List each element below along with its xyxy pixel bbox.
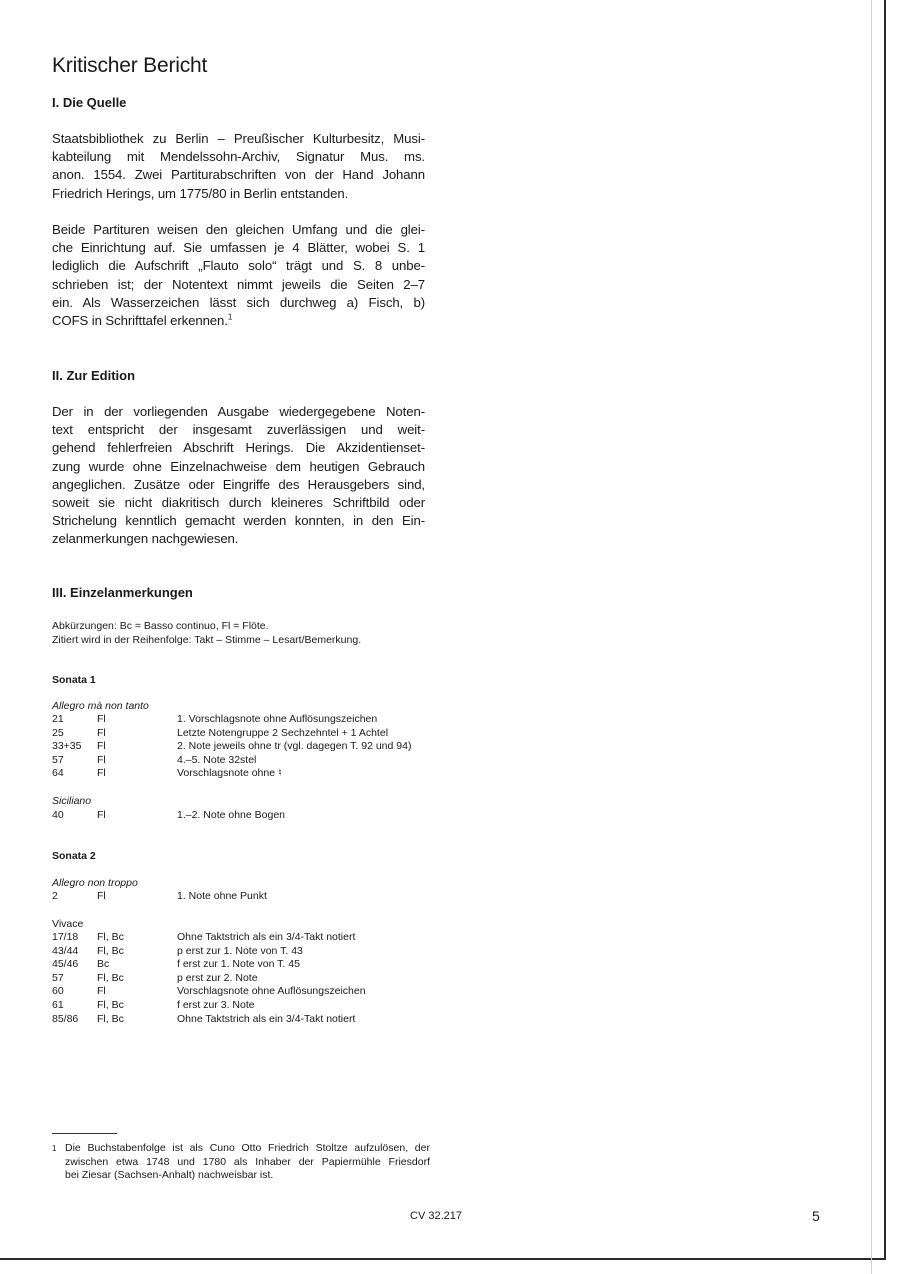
sonata-2-heading: Sonata 2 (52, 850, 96, 862)
text-line: schrieben ist; der Notentext nimmt jeweils die Seiten 2–7 (52, 276, 425, 292)
text-line: soweit sie nicht diakritisch durch kleineres Schriftbild oder (52, 495, 425, 511)
text-line: Beide Partituren weisen den gleichen Umfang und die glei- (52, 222, 425, 237)
quelle-paragraph-2 (52, 221, 425, 330)
stimme-cell: Fl, Bc (97, 931, 124, 943)
text-line: Die Buchstabenfolge ist als Cuno Otto Friedrich Stoltze aufzulösen, der (65, 1142, 430, 1154)
table-row (52, 945, 366, 959)
table-row (52, 1013, 366, 1027)
page-title: Kritischer Bericht (52, 54, 208, 77)
text-line: zung wurde ohne Einzelnachweise dem heutigen Gebrauch (52, 458, 425, 474)
text-line: kabteilung mit Mendelssohn-Archiv, Signatur Mus. ms. (52, 149, 425, 165)
footnote-mark: 1 (52, 1144, 57, 1153)
movement-title: Vivace (52, 918, 84, 930)
table-row (52, 999, 366, 1013)
text-line: anon. 1554. Zwei Partiturabschriften von der Hand Johann (52, 167, 425, 183)
stimme-cell: Fl (97, 726, 106, 739)
text-line: Strichelung kenntlich gemacht werden konnten, in den Ein- (52, 513, 425, 529)
table-row (52, 972, 366, 986)
sonata-1-movement-2-notes (52, 809, 285, 823)
table-row (52, 958, 366, 972)
text-line: text entspricht der insgesamt zuverlässigen und weit- (52, 422, 425, 438)
stimme-cell: Bc (97, 958, 110, 971)
page-number: 5 (812, 1208, 820, 1224)
remark-cell: f erst zur 1. Note von T. 45 (177, 958, 300, 971)
movement-title: Allegro non troppo (52, 877, 138, 889)
table-row (52, 809, 285, 823)
table-row (52, 767, 411, 781)
remark-cell: Vorschlagsnote ohne Auflösungszeichen (177, 985, 366, 998)
stimme-cell: Fl (97, 767, 106, 780)
stimme-cell: Fl (97, 713, 106, 725)
takt-cell: 21 (52, 713, 64, 725)
section-heading-einzelanmerkungen: III. Einzelanmerkungen (52, 585, 193, 600)
stimme-cell: Fl (97, 740, 106, 753)
text-line: gehend fehlerfreien Abschrift Herings. Die Akzidentienset- (52, 440, 425, 456)
table-row (52, 727, 411, 741)
text-line: Staatsbibliothek zu Berlin – Preußischer Kulturbesitz, Musi- (52, 131, 425, 146)
section-heading-edition: II. Zur Edition (52, 368, 136, 383)
remark-cell: Vorschlagsnote ohne ♮ (177, 767, 282, 780)
remark-cell: 2. Note jeweils ohne tr (vgl. dagegen T. 92 und 94) (177, 740, 412, 753)
takt-cell: 45/46 (52, 958, 79, 971)
table-row (52, 931, 366, 945)
stimme-cell: Fl, Bc (97, 998, 124, 1011)
table-row (52, 890, 267, 904)
movement-title: Siciliano (52, 795, 92, 807)
table-row (52, 713, 411, 727)
takt-cell: 40 (52, 809, 64, 821)
footnote (52, 1142, 430, 1183)
sonata-2-movement-1-notes (52, 890, 267, 904)
footnote-text (65, 1142, 430, 1183)
citation-order-line: Zitiert wird in der Reihenfolge: Takt – Stimme – Lesart/Bemerkung. (52, 633, 362, 646)
takt-cell: 33+35 (52, 740, 82, 753)
table-row (52, 754, 411, 768)
quelle-paragraph-1 (52, 130, 425, 203)
text-line: ein. Als Wasserzeichen lässt sich durchweg a) Fisch, b) (52, 294, 425, 310)
remark-cell: f erst zur 3. Note (177, 998, 255, 1011)
footnote-divider (52, 1133, 117, 1134)
sonata-1-movement-1-notes (52, 713, 411, 781)
stimme-cell: Fl, Bc (97, 944, 124, 957)
text-line: zwischen etwa 1748 und 1780 als Inhaber der Papiermühle Friesdorf (65, 1155, 430, 1168)
table-row (52, 740, 411, 754)
remark-cell: 1. Vorschlagsnote ohne Auflösungszeichen (177, 713, 378, 725)
text-line: Der in der vorliegenden Ausgabe wiedergegebene Noten- (52, 404, 425, 419)
remark-cell: Letzte Notengruppe 2 Sechzehntel + 1 Achtel (177, 726, 389, 739)
section-heading-quelle: I. Die Quelle (52, 95, 127, 110)
text-line: che Einrichtung auf. Sie umfassen je 4 Blätter, wobei S. 1 (52, 240, 425, 256)
stimme-cell: Fl (97, 753, 106, 766)
text-line: zelanmerkungen nachgewiesen. (52, 531, 239, 547)
text-line: angeglichen. Zusätze oder Eingriffe des Herausgebers sind, (52, 476, 425, 492)
movement-title: Allegro mà non tanto (52, 700, 149, 712)
takt-cell: 60 (52, 985, 64, 998)
footnote-reference[interactable]: 1 (227, 312, 233, 322)
remark-cell: 1. Note ohne Punkt (177, 890, 267, 902)
takt-cell: 85/86 (52, 1012, 79, 1025)
sonata-2-movement-2-notes (52, 931, 366, 1026)
catalog-number: CV 32.217 (410, 1210, 462, 1222)
text-line: Friedrich Herings, um 1775/80 in Berlin entstanden. (52, 185, 349, 201)
stimme-cell: Fl (97, 890, 106, 902)
abbreviations-note (52, 620, 361, 647)
text-line: bei Ziesar (Sachsen-Anhalt) nachweisbar ist. (65, 1169, 274, 1182)
remark-cell: 4.–5. Note 32stel (177, 753, 257, 766)
text-line (52, 312, 425, 330)
edition-paragraph (52, 403, 425, 549)
takt-cell: 25 (52, 726, 64, 739)
stimme-cell: Fl (97, 985, 106, 998)
takt-cell: 61 (52, 998, 64, 1011)
text-line: lediglich die Aufschrift „Flauto solo“ trägt und S. 8 unbe- (52, 258, 425, 274)
stimme-cell: Fl, Bc (97, 971, 124, 984)
sonata-1-heading: Sonata 1 (52, 674, 96, 686)
takt-cell: 2 (52, 890, 58, 902)
stimme-cell: Fl (97, 809, 106, 821)
table-row (52, 985, 366, 999)
remark-cell: p erst zur 1. Note von T. 43 (177, 944, 303, 957)
takt-cell: 64 (52, 767, 64, 780)
text-line-content: COFS in Schrifttafel erkennen. (52, 313, 228, 329)
remark-cell: Ohne Taktstrich als ein 3/4-Takt notiert (177, 931, 356, 943)
stimme-cell: Fl, Bc (97, 1012, 124, 1025)
takt-cell: 57 (52, 753, 64, 766)
remark-cell: 1.–2. Note ohne Bogen (177, 809, 286, 821)
abbreviations-line: Abkürzungen: Bc = Basso continuo, Fl = Flöte. (52, 620, 269, 632)
remark-cell: p erst zur 2. Note (177, 971, 258, 984)
takt-cell: 43/44 (52, 944, 79, 957)
takt-cell: 57 (52, 971, 64, 984)
remark-cell: Ohne Taktstrich als ein 3/4-Takt notiert (177, 1012, 356, 1025)
takt-cell: 17/18 (52, 931, 79, 943)
